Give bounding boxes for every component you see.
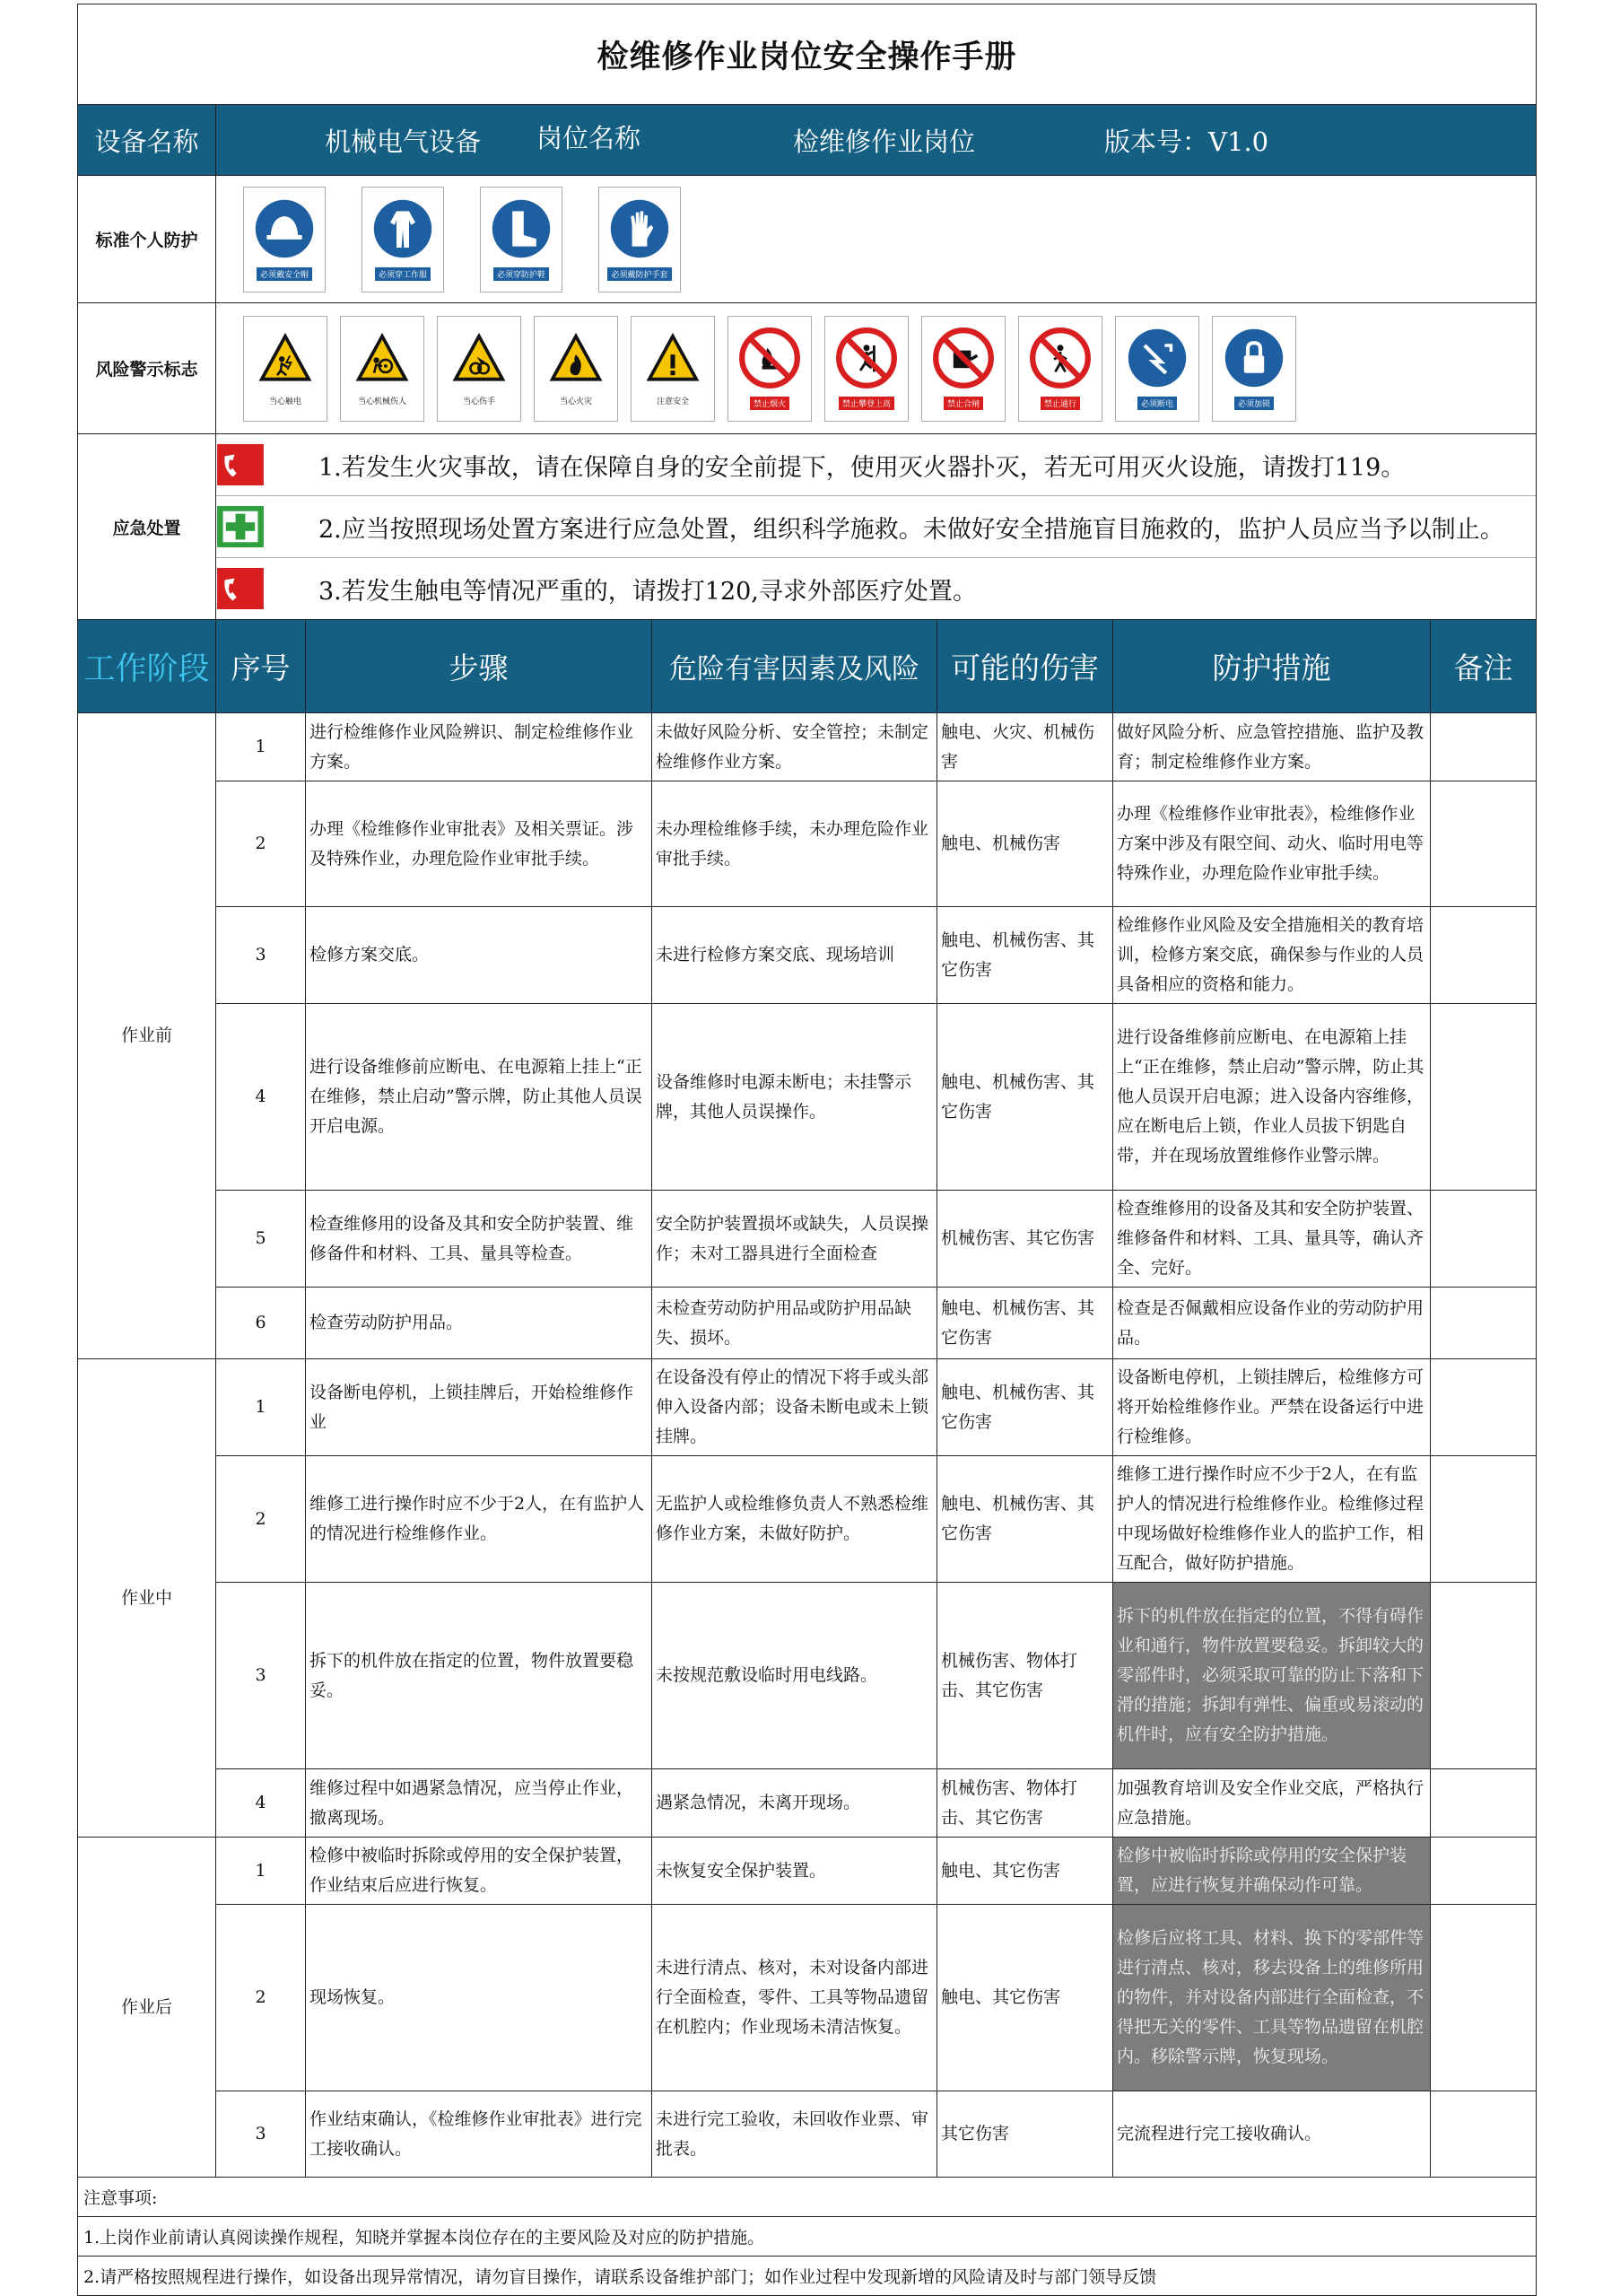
row-number-cell: 3 — [216, 2091, 306, 2178]
step-cell: 现场恢复。 — [306, 1905, 652, 2091]
warning-sign-caption: 当心火灾 — [556, 394, 596, 407]
header-harm: 可能的伤害 — [937, 620, 1113, 713]
row-number-cell: 4 — [216, 1769, 306, 1838]
warning-sign — [921, 316, 1006, 422]
warning-sign-caption: 禁止通行 — [1041, 397, 1080, 410]
warning-sign — [534, 316, 618, 422]
header-no: 序号 — [216, 620, 306, 713]
harm-cell: 机械伤害、物体打击、其它伤害 — [937, 1769, 1113, 1838]
fire-warning-icon — [544, 329, 607, 390]
measure-cell: 完流程进行完工接收确认。 — [1113, 2091, 1431, 2178]
emergency-item — [216, 496, 1536, 558]
warning-sign-row — [243, 316, 1536, 422]
measure-cell: 维修工进行操作时应不少于2人，在有监护人的情况进行检维修作业。检维修过程中现场做好检维修作业人的监护工作，相互配合，做好防护措施。 — [1113, 1456, 1431, 1583]
harm-cell: 触电、其它伤害 — [937, 1838, 1113, 1905]
ppe-sign — [243, 187, 326, 292]
notes-title: 注意事项: — [78, 2178, 1537, 2217]
harm-cell: 触电、机械伤害、其它伤害 — [937, 1288, 1113, 1359]
hazard-cell: 无监护人或检维修负责人不熟悉检维修作业方案，未做好防护。 — [652, 1456, 937, 1583]
row-number-cell: 1 — [216, 1838, 306, 1905]
warning-sign — [727, 316, 812, 422]
remark-cell — [1431, 1905, 1537, 2091]
row-number-cell: 6 — [216, 1288, 306, 1359]
warning-sign-caption: 当心机械伤人 — [354, 394, 410, 407]
post-value: 检维修作业岗位 — [793, 126, 976, 157]
harm-cell: 触电、机械伤害、其它伤害 — [937, 1359, 1113, 1456]
ambulance-120-icon — [216, 531, 315, 610]
step-cell: 进行设备维修前应断电、在电源箱上挂上“正在维修，禁止启动”警示牌，防止其他人员误开启电源。 — [306, 1004, 652, 1191]
equipment-label: 设备名称 — [78, 105, 216, 176]
table-row — [78, 907, 1537, 1004]
harm-cell: 触电、机械伤害 — [937, 781, 1113, 907]
row-number-cell: 4 — [216, 1004, 306, 1191]
ppe-sign-caption: 必须戴安全帽 — [257, 267, 312, 281]
measure-cell: 检维修作业风险及安全措施相关的教育培训，检修方案交底，确保参与作业的人员具备相应的资格和能力。 — [1113, 907, 1431, 1004]
harm-cell: 触电、机械伤害、其它伤害 — [937, 1456, 1113, 1583]
general-warning-icon — [641, 329, 704, 390]
harm-cell: 触电、火灾、机械伤害 — [937, 713, 1113, 781]
table-row — [78, 1769, 1537, 1838]
row-number-cell: 5 — [216, 1191, 306, 1288]
header-hazard: 危险有害因素及风险 — [652, 620, 937, 713]
note-item-2: 2.请严格按照规程进行操作，如设备出现异常情况，请勿盲目操作，请联系设备维护部门；如作业过程中发现新增的风险请及时与部门领导反馈 — [78, 2257, 1537, 2296]
helmet-icon — [253, 197, 316, 264]
hazard-cell: 未恢复安全保护装置。 — [652, 1838, 937, 1905]
harm-cell: 机械伤害、物体打击、其它伤害 — [937, 1583, 1113, 1769]
table-row — [78, 1359, 1537, 1456]
remark-cell — [1431, 1191, 1537, 1288]
table-row — [78, 1288, 1537, 1359]
row-number-cell: 1 — [216, 713, 306, 781]
remark-cell — [1431, 1769, 1537, 1838]
hazard-cell: 未做好风险分析、安全管控；未制定检维修作业方案。 — [652, 713, 937, 781]
measure-cell: 设备断电停机，上锁挂牌后，检维修方可将开始检维修作业。严禁在设备运行中进行检维修。 — [1113, 1359, 1431, 1456]
remark-cell — [1431, 1583, 1537, 1769]
remark-cell — [1431, 1838, 1537, 1905]
emergency-number: 120 — [288, 531, 315, 546]
stage-cell: 作业前 — [78, 713, 216, 1359]
warning-sign — [824, 316, 909, 422]
hazard-cell: 安全防护装置损坏或缺失，人员误操作；未对工器具进行全面检查 — [652, 1191, 937, 1288]
hazard-cell: 未进行完工验收，未回收作业票、审批表。 — [652, 2091, 937, 2178]
harm-cell: 机械伤害、其它伤害 — [937, 1191, 1113, 1288]
stage-cell: 作业中 — [78, 1359, 216, 1838]
measure-cell: 拆下的机件放在指定的位置，不得有碍作业和通行，物件放置要稳妥。拆卸较大的零部件时，必须采取可靠的防止下落和下滑的措施；拆卸有弹性、偏重或易滚动的机件时，应有安全防护措施。 — [1113, 1583, 1431, 1769]
step-cell: 检修方案交底。 — [306, 907, 652, 1004]
measure-cell: 检修中被临时拆除或停用的安全保护装置，应进行恢复并确保动作可靠。 — [1113, 1838, 1431, 1905]
no-entry-prohibition-icon — [1029, 327, 1092, 393]
warning-sign-caption: 必须断电 — [1137, 397, 1177, 410]
warning-sign-caption: 注意安全 — [653, 394, 693, 407]
warning-sign-caption: 禁止合闸 — [944, 397, 983, 410]
no-switching-on-prohibition-icon — [932, 327, 995, 393]
row-number-cell: 2 — [216, 781, 306, 907]
step-cell: 检修中被临时拆除或停用的安全保护装置，作业结束后应进行恢复。 — [306, 1838, 652, 1905]
remark-cell — [1431, 713, 1537, 781]
no-fire-prohibition-icon — [738, 327, 801, 393]
hazard-cell: 遇紧急情况，未离开现场。 — [652, 1769, 937, 1838]
warning-sign — [1018, 316, 1102, 422]
table-row — [78, 1838, 1537, 1905]
table-row — [78, 1191, 1537, 1288]
harm-cell: 触电、机械伤害、其它伤害 — [937, 907, 1113, 1004]
lock-mandatory-icon — [1223, 327, 1285, 393]
step-cell: 维修过程中如遇紧急情况，应当停止作业，撤离现场。 — [306, 1769, 652, 1838]
measure-cell: 检查维修用的设备及其和安全防护装置、维修备件和材料、工具、量具等，确认齐全、完好。 — [1113, 1191, 1431, 1288]
row-number-cell: 3 — [216, 1583, 306, 1769]
ppe-sign-row — [243, 187, 1536, 292]
hazard-cell: 未按规范敷设临时用电线路。 — [652, 1583, 937, 1769]
emergency-text: 2.应当按照现场处置方案进行应急处置，组织科学施救。未做好安全措施盲目施救的，监护人员应当予以制止。 — [318, 515, 1504, 544]
emergency-label: 应急处置 — [78, 434, 216, 620]
hazard-cell: 未检查劳动防护用品或防护用品缺失、损坏。 — [652, 1288, 937, 1359]
workwear-icon — [371, 197, 434, 264]
warning-signs-label: 风险警示标志 — [78, 303, 216, 434]
warning-sign-caption: 当心伤手 — [459, 394, 499, 407]
remark-cell — [1431, 1004, 1537, 1191]
hazard-cell: 设备维修时电源未断电；未挂警示牌，其他人员误操作。 — [652, 1004, 937, 1191]
warning-sign — [243, 316, 327, 422]
warning-sign-caption: 禁止攀登上高 — [839, 397, 894, 410]
warning-sign — [437, 316, 521, 422]
emergency-text: 1.若发生火灾事故，请在保障自身的安全前提下，使用灭火器扑灭，若无可用灭火设施，请拨打119。 — [318, 453, 1406, 482]
first-aid-icon — [216, 505, 265, 548]
measure-cell: 办理《检维修作业审批表》，检维修作业方案中涉及有限空间、动火、临时用电等特殊作业，办理危险作业审批手续。 — [1113, 781, 1431, 907]
remark-cell — [1431, 2091, 1537, 2178]
post-label: 岗位名称 — [536, 122, 641, 153]
warning-sign — [1115, 316, 1199, 422]
hazard-cell: 未进行检修方案交底、现场培训 — [652, 907, 937, 1004]
note-item-1: 1.上岗作业前请认真阅读操作规程，知晓并掌握本岗位存在的主要风险及对应的防护措施。 — [78, 2217, 1537, 2257]
ppe-sign-caption: 必须穿防护鞋 — [493, 267, 549, 281]
warning-sign-caption: 当心触电 — [266, 394, 305, 407]
ppe-label: 标准个人防护 — [78, 176, 216, 303]
remark-cell — [1431, 1288, 1537, 1359]
emergency-item — [216, 531, 1536, 619]
table-row — [78, 1583, 1537, 1769]
table-row — [78, 713, 1537, 781]
row-number-cell: 1 — [216, 1359, 306, 1456]
step-cell: 办理《检维修作业审批表》及相关票证。涉及特殊作业，办理危险作业审批手续。 — [306, 781, 652, 907]
harm-cell: 触电、机械伤害、其它伤害 — [937, 1004, 1113, 1191]
header-step: 步骤 — [306, 620, 652, 713]
boots-icon — [490, 197, 553, 264]
fire-119-icon — [216, 407, 315, 486]
table-row — [78, 2091, 1537, 2178]
ppe-sign — [480, 187, 562, 292]
measure-cell: 检修后应将工具、材料、换下的零部件等进行清点、核对，移去设备上的维修所用的物件，并对设备内部进行全面检查，不得把无关的零件、工具等物品遗留在机腔内。移除警示牌，恢复现场。 — [1113, 1905, 1431, 2091]
equipment-value: 机械电气设备 — [325, 126, 482, 157]
warning-sign-caption: 必须加锁 — [1234, 397, 1274, 410]
emergency-text: 3.若发生触电等情况严重的，请拨打120,寻求外部医疗处置。 — [318, 577, 977, 606]
remark-cell — [1431, 781, 1537, 907]
emergency-number: 119 — [288, 407, 315, 422]
version-label: 版本号：V1.0 — [1104, 126, 1269, 157]
hazard-cell: 未进行清点、核对，未对设备内部进行全面检查，零件、工具等物品遗留在机腔内；作业现场未清洁恢复。 — [652, 1905, 937, 2091]
table-row — [78, 781, 1537, 907]
hazard-cell: 未办理检维修手续，未办理危险作业审批手续。 — [652, 781, 937, 907]
warning-sign — [631, 316, 715, 422]
step-cell: 检查劳动防护用品。 — [306, 1288, 652, 1359]
measure-cell: 加强教育培训及安全作业交底，严格执行应急措施。 — [1113, 1769, 1431, 1838]
stage-cell: 作业后 — [78, 1838, 216, 2178]
no-climbing-prohibition-icon — [835, 327, 898, 393]
ppe-sign — [362, 187, 444, 292]
step-cell: 检查维修用的设备及其和安全防护装置、维修备件和材料、工具、量具等检查。 — [306, 1191, 652, 1288]
row-number-cell: 2 — [216, 1456, 306, 1583]
emergency-list — [216, 407, 1536, 619]
ppe-sign-caption: 必须穿工作服 — [375, 267, 431, 281]
remark-cell — [1431, 1456, 1537, 1583]
emergency-item — [216, 407, 1536, 496]
power-off-mandatory-icon — [1126, 327, 1189, 393]
hazard-cell: 在设备没有停止的情况下将手或头部伸入设备内部；设备未断电或未上锁挂牌。 — [652, 1359, 937, 1456]
header-remark: 备注 — [1431, 620, 1537, 713]
step-cell: 设备断电停机，上锁挂牌后，开始检维修作业 — [306, 1359, 652, 1456]
gloves-icon — [608, 197, 671, 264]
page-title: 检维修作业岗位安全操作手册 — [78, 4, 1537, 105]
warning-sign-caption: 禁止烟火 — [750, 397, 789, 410]
manual-table — [77, 4, 1537, 2296]
ppe-sign-caption: 必须戴防护手套 — [607, 267, 671, 281]
warning-sign — [1212, 316, 1296, 422]
table-row — [78, 1905, 1537, 2091]
remark-cell — [1431, 1359, 1537, 1456]
step-cell: 进行检维修作业风险辨识、制定检维修作业方案。 — [306, 713, 652, 781]
row-number-cell: 2 — [216, 1905, 306, 2091]
step-cell: 作业结束确认，《检维修作业审批表》进行完工接收确认。 — [306, 2091, 652, 2178]
table-row — [78, 1004, 1537, 1191]
electric-shock-warning-icon — [254, 329, 317, 390]
header-stage: 工作阶段 — [78, 620, 216, 713]
remark-cell — [1431, 907, 1537, 1004]
measure-cell: 检查是否佩戴相应设备作业的劳动防护用品。 — [1113, 1288, 1431, 1359]
table-row — [78, 1456, 1537, 1583]
header-measure: 防护措施 — [1113, 620, 1431, 713]
mechanical-injury-warning-icon — [351, 329, 414, 390]
step-cell: 维修工进行操作时应不少于2人，在有监护人的情况进行检维修作业。 — [306, 1456, 652, 1583]
hand-injury-warning-icon — [448, 329, 510, 390]
warning-sign — [340, 316, 424, 422]
step-cell: 拆下的机件放在指定的位置，物件放置要稳妥。 — [306, 1583, 652, 1769]
row-number-cell: 3 — [216, 907, 306, 1004]
measure-cell: 做好风险分析、应急管控措施、监护及教育；制定检维修作业方案。 — [1113, 713, 1431, 781]
ppe-sign — [598, 187, 681, 292]
measure-cell: 进行设备维修前应断电、在电源箱上挂上“正在维修，禁止启动”警示牌，防止其他人员误开启电源；进入设备内容维修，应在断电后上锁，作业人员拔下钥匙自带，并在现场放置维修作业警示牌。 — [1113, 1004, 1431, 1191]
harm-cell: 其它伤害 — [937, 2091, 1113, 2178]
harm-cell: 触电、其它伤害 — [937, 1905, 1113, 2091]
